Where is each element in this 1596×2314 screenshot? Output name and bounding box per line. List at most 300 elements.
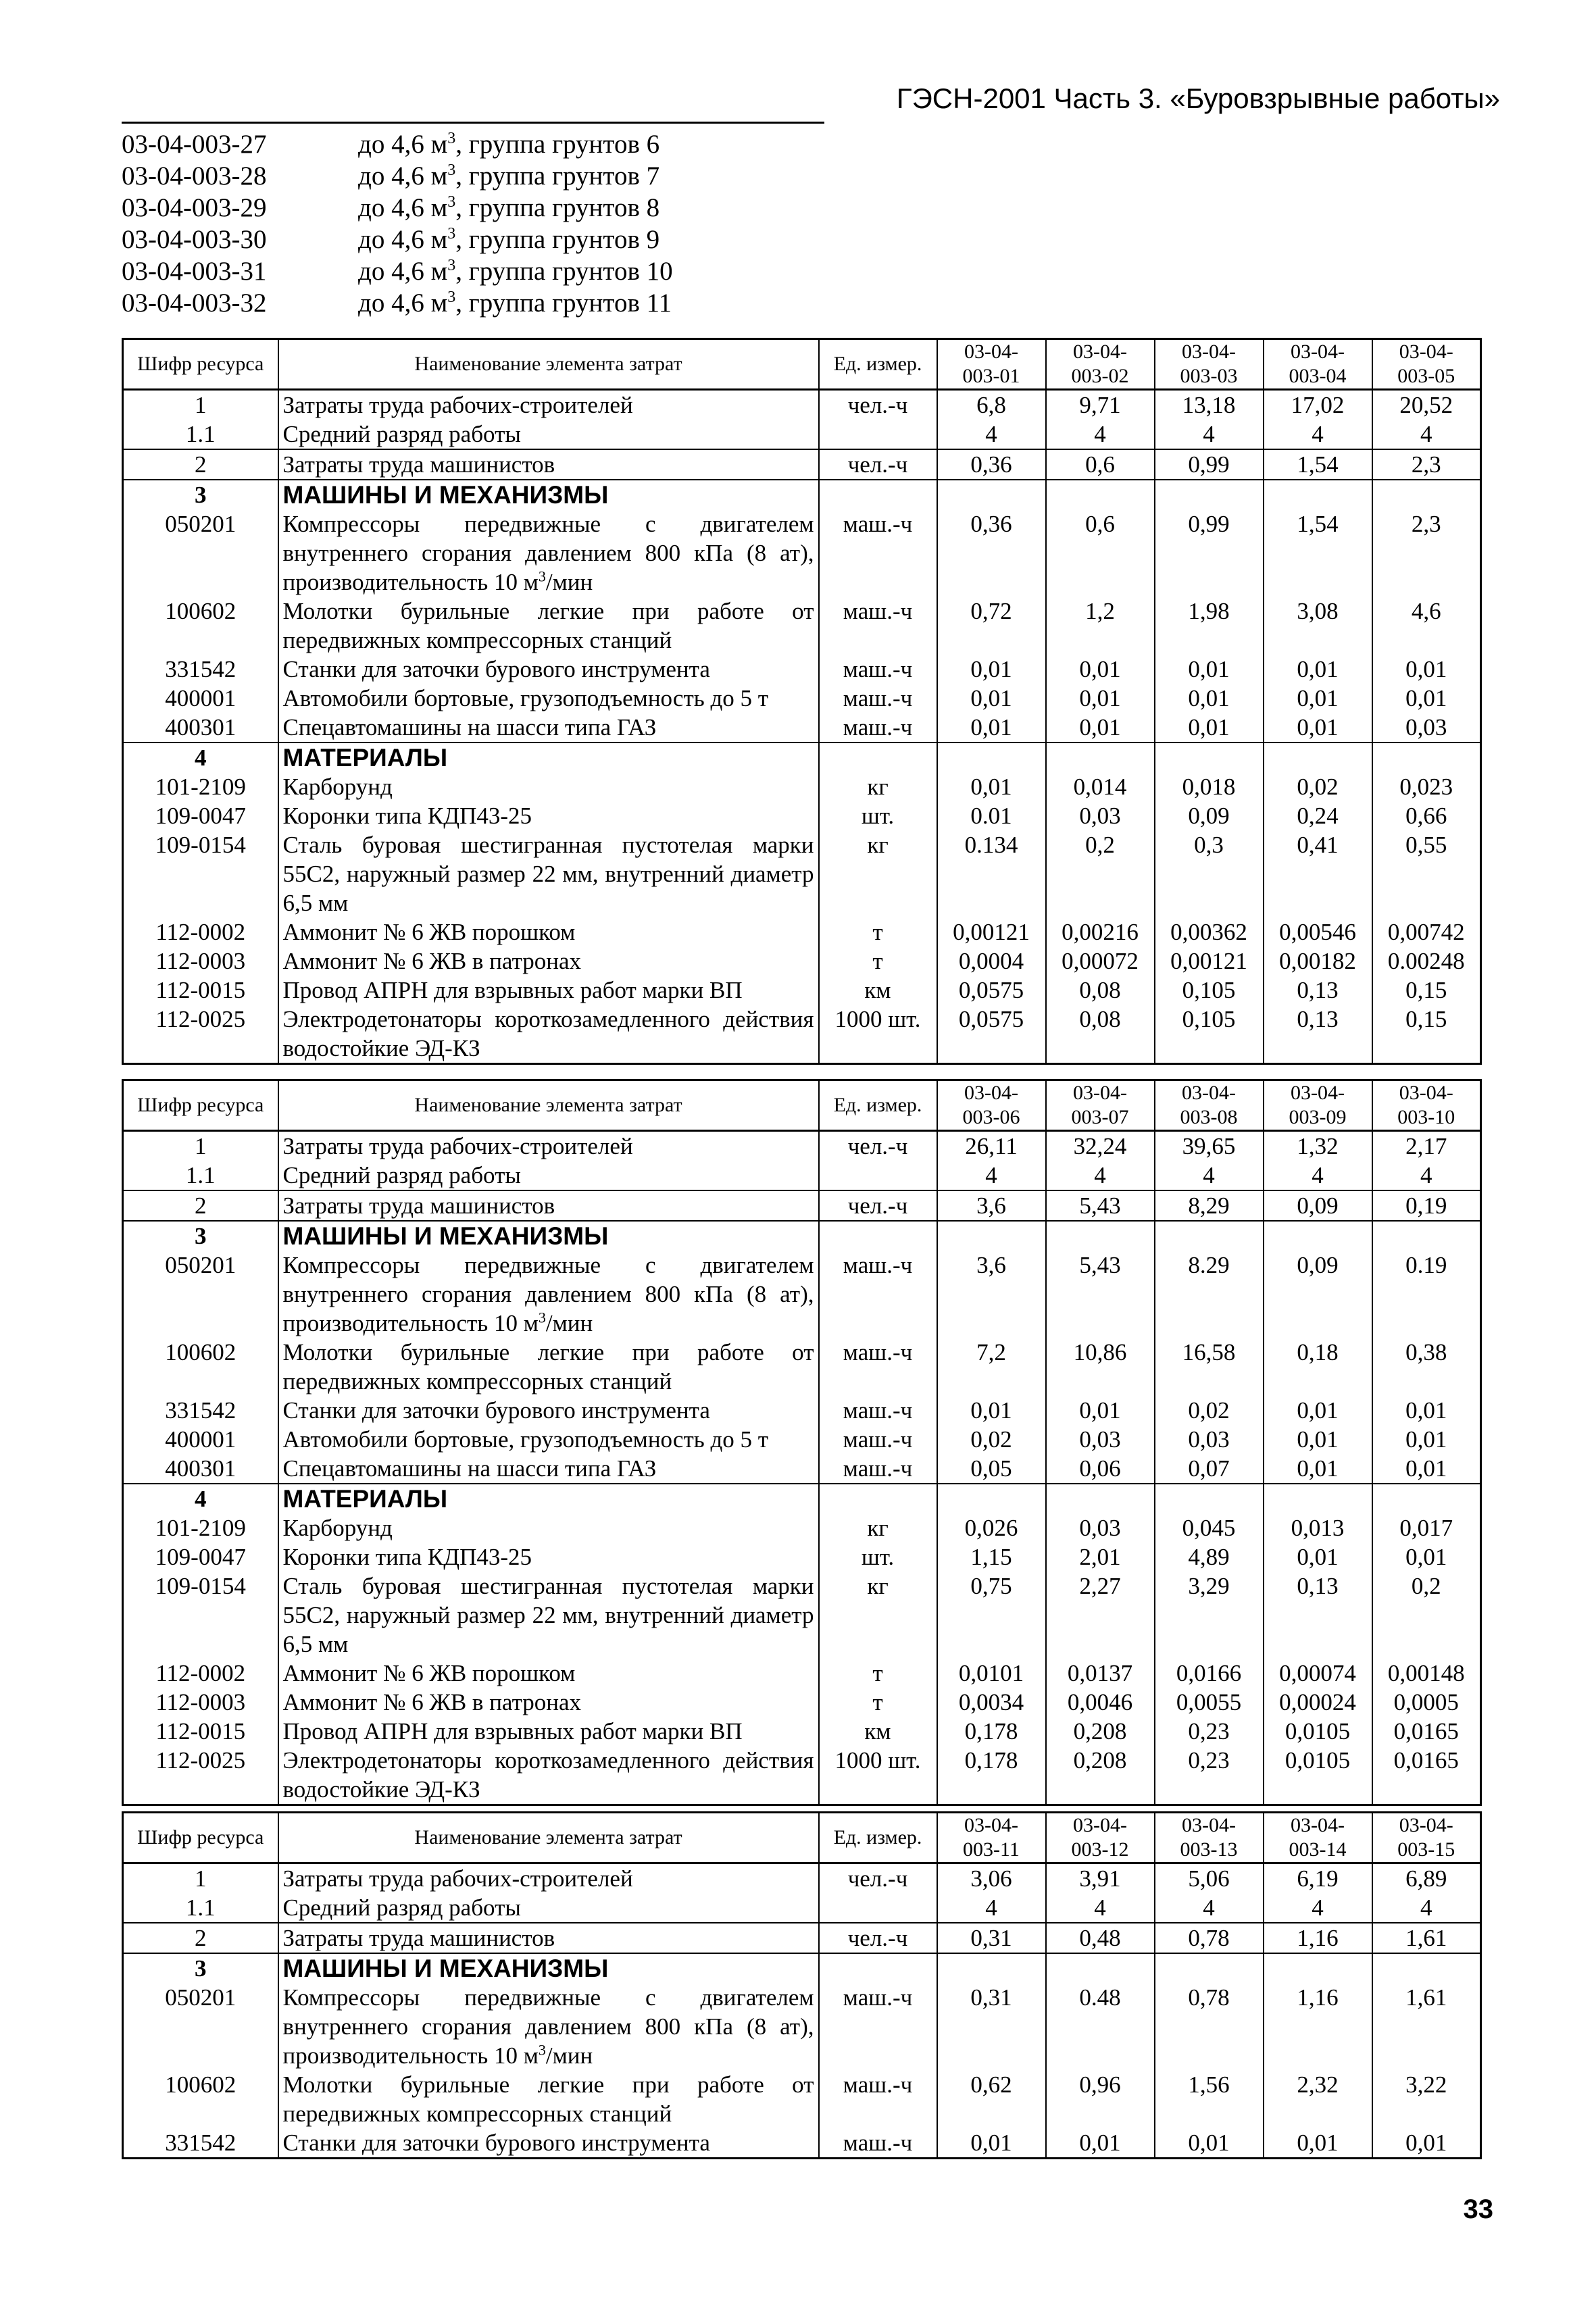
norm-value: 0,00148 [1372,1659,1481,1688]
resource-unit: т [819,947,937,976]
table-row [123,947,1481,976]
resource-unit: маш.-ч [819,655,937,684]
norm-value: 4 [1372,1161,1481,1190]
norm-value: 4 [1155,420,1264,449]
resource-name-text: Молотки бурильные легкие при работе от передвижных компрессорных станций [282,598,814,653]
resource-code: 1 [195,1133,207,1159]
resource-name-text: МАТЕРИАЛЫ [282,744,448,772]
item-description [358,225,659,254]
norm-value: 4,6 [1372,597,1481,655]
norm-value: 4 [1264,1893,1372,1923]
column-header-norm [1372,1080,1481,1131]
norm-value [1155,1484,1264,1513]
norm-code-line-2: 003-03 [1180,365,1238,387]
resource-code: 112-0002 [155,919,246,945]
norm-value: 2,3 [1372,449,1481,480]
norm-value: 0,78 [1155,1923,1264,1953]
norm-value: 0,2 [1372,1571,1481,1659]
norm-value: 0,09 [1155,801,1264,830]
column-header-unit: Ед. измер. [819,1080,937,1131]
column-header-norm [1046,1080,1155,1131]
norm-value: 1,98 [1155,597,1264,655]
column-header-norm [1372,339,1481,390]
norm-code-line-1: 03-04- [1399,1814,1453,1836]
norm-value: 3,29 [1155,1571,1264,1659]
norm-value: 0,31 [937,1983,1046,2070]
norm-value: 0,00742 [1372,917,1481,947]
norm-value: 3,91 [1046,1863,1155,1894]
norm-value: 0,62 [937,2070,1046,2128]
desc-text: до 4,6 м [358,161,448,191]
resource-name-text: Сталь буровая шестигранная пустотелая марки 55С2, наружный размер 22 мм, внутренний диаметр 6,5 мм [282,832,814,916]
norm-value: 0,013 [1264,1513,1372,1542]
norm-value: 6,8 [937,390,1046,420]
norm-value: 0,41 [1264,830,1372,917]
resource-name [278,1251,819,1338]
resource-name [278,976,819,1005]
resource-code: 1 [195,1865,207,1892]
resource-name-text: Провод АПРН для взрывных работ марки ВП [282,977,743,1003]
norm-value: 0,178 [937,1717,1046,1746]
resource-unit: маш.-ч [819,1425,937,1454]
norm-value: 4 [937,1161,1046,1190]
norm-value: 0,01 [1264,1396,1372,1425]
table-row [123,1953,1481,1983]
resource-name-text: Аммонит № 6 ЖВ в патронах [282,1689,582,1715]
norm-value: 0,03 [1155,1425,1264,1454]
norm-value: 0,0165 [1372,1746,1481,1805]
norm-value: 0,00121 [937,917,1046,947]
norm-code-line-1: 03-04- [1073,1082,1127,1104]
norm-value [1155,1221,1264,1251]
resource-code: 100602 [165,1339,236,1365]
norm-value: 0,13 [1264,1005,1372,1064]
norm-value: 0,014 [1046,772,1155,801]
norm-value: 0,03 [1046,801,1155,830]
norm-value [937,743,1046,772]
table-row [123,1659,1481,1688]
resource-unit [819,1484,937,1513]
resource-unit: кг [819,772,937,801]
norm-value: 0,0105 [1264,1746,1372,1805]
norm-value: 1,56 [1155,2070,1264,2128]
resource-name [278,1893,819,1923]
table-row [123,1251,1481,1338]
resource-unit: кг [819,830,937,917]
resource-name-text: Станки для заточки бурового инструмента [282,1397,710,1424]
resource-code: 109-0154 [155,1573,246,1599]
resource-name [278,772,819,801]
norm-value: 0,03 [1372,713,1481,743]
table-row [123,2070,1481,2128]
resource-name-text: Компрессоры передвижные с двигателем внутреннего сгорания давлением 800 кПа (8 ат), производительность 10 м [282,511,814,595]
norm-value: 0,18 [1264,1338,1372,1396]
resource-unit: т [819,1688,937,1717]
table-row [123,1131,1481,1161]
resource-unit: чел.-ч [819,1131,937,1161]
resource-name [278,1542,819,1571]
resource-name-text: Спецавтомашины на шасси типа ГАЗ [282,1455,657,1482]
norm-value: 1,16 [1264,1983,1372,2070]
norm-value: 0,78 [1155,1983,1264,2070]
norm-value: 0,01 [1046,655,1155,684]
norm-value [1372,1953,1481,1983]
norm-value: 2,01 [1046,1542,1155,1571]
resource-name-text: Коронки типа КДП43-25 [282,1544,532,1570]
resource-unit [819,1221,937,1251]
resource-name [278,509,819,597]
resource-name-text: МАШИНЫ И МЕХАНИЗМЫ [282,1955,609,1982]
resource-name [278,420,819,449]
norm-value: 3,08 [1264,597,1372,655]
norm-value: 0,99 [1155,509,1264,597]
resource-code: 050201 [165,1984,236,2011]
resource-code: 1 [195,392,207,418]
item-description [358,130,659,159]
resource-name-tail: /мин [545,2042,593,2069]
resource-name-text: Затраты труда рабочих-строителей [282,1133,633,1159]
resource-name [278,1161,819,1190]
norm-value: 4 [1372,420,1481,449]
resource-unit: км [819,1717,937,1746]
table-row [123,390,1481,420]
table-row [123,1484,1481,1513]
table-row [123,1863,1481,1894]
item-description [358,257,673,286]
resource-code: 112-0015 [155,977,246,1003]
norm-value: 0,178 [937,1746,1046,1805]
norm-value: 0,01 [1155,655,1264,684]
resource-unit [819,1953,937,1983]
resource-code: 101-2109 [155,774,246,800]
norm-value: 0,0101 [937,1659,1046,1688]
norm-value: 0,0034 [937,1688,1046,1717]
header-rule [122,122,824,124]
resource-name [278,1425,819,1454]
norm-value: 0,3 [1155,830,1264,917]
norm-value: 0,15 [1372,1005,1481,1064]
resource-name-text: Средний разряд работы [282,1894,521,1921]
norm-value: 0,2 [1046,830,1155,917]
resource-unit: кг [819,1513,937,1542]
resource-unit [819,743,937,772]
norm-value: 13,18 [1155,390,1264,420]
resource-unit: шт. [819,801,937,830]
norm-value: 2,3 [1372,509,1481,597]
norm-code-line-2: 003-13 [1180,1838,1238,1861]
resource-code: 3 [195,1955,207,1982]
resource-unit [819,420,937,449]
resource-name [278,1571,819,1659]
column-header-norm [1372,1813,1481,1863]
resource-name-text: Автомобили бортовые, грузоподъемность до 5 т [282,1426,769,1453]
norm-value: 0,96 [1046,2070,1155,2128]
item-code: 03-04-003-27 [122,130,267,159]
resource-unit: маш.-ч [819,684,937,713]
norm-value: 20,52 [1372,390,1481,420]
norm-code-line-2: 003-01 [962,365,1020,387]
item-code: 03-04-003-31 [122,257,267,286]
norm-value: 8.29 [1155,1251,1264,1338]
norm-value: 0,01 [1155,684,1264,713]
table-row [123,713,1481,743]
column-header-norm [1046,1813,1155,1863]
norm-value: 0,08 [1046,976,1155,1005]
resource-table-2 [122,1079,1482,1806]
resource-unit [819,1161,937,1190]
norm-value: 0,08 [1046,1005,1155,1064]
norm-value: 1,61 [1372,1983,1481,2070]
resource-name-sup: 3 [538,568,546,585]
resource-code: 2 [123,1190,278,1221]
norm-value [937,1484,1046,1513]
norm-value [1264,480,1372,509]
norm-value: 4 [1372,1893,1481,1923]
resource-code: 400001 [165,685,236,711]
table-row [123,1746,1481,1805]
norm-value: 0,02 [937,1425,1046,1454]
resource-name [278,947,819,976]
norm-value: 1,61 [1372,1923,1481,1953]
norm-value [1372,743,1481,772]
resource-unit: чел.-ч [819,1923,937,1953]
resource-unit: 1000 шт. [819,1005,937,1064]
table-row [123,1454,1481,1484]
resource-name [278,480,819,509]
norm-value: 0,01 [1046,1396,1155,1425]
norm-value: 0,23 [1155,1717,1264,1746]
resource-table-3 [122,1811,1482,2159]
desc-sup: 3 [447,161,456,179]
norm-code-line-1: 03-04- [1399,1082,1453,1104]
resource-unit: т [819,1659,937,1688]
desc-text: до 4,6 м [358,288,448,318]
resource-name [278,1953,819,1983]
table-row [123,976,1481,1005]
norm-value: 2,27 [1046,1571,1155,1659]
norm-value: 0,0105 [1264,1717,1372,1746]
table-row [123,655,1481,684]
norm-value: 4 [937,1893,1046,1923]
resource-unit: маш.-ч [819,2070,937,2128]
norm-value: 1,54 [1264,449,1372,480]
norm-value: 0,0005 [1372,1688,1481,1717]
resource-unit: шт. [819,1542,937,1571]
norm-value [1046,1484,1155,1513]
code-list [122,128,797,319]
norm-value: 6,19 [1264,1863,1372,1894]
resource-code: 100602 [165,598,236,624]
norm-value: 0,24 [1264,801,1372,830]
norm-value: 0,01 [1372,1396,1481,1425]
resource-name-text: Спецавтомашины на шасси типа ГАЗ [282,714,657,740]
resource-name [278,2070,819,2128]
resource-name-text: Станки для заточки бурового инструмента [282,2130,710,2156]
column-header-code: Шифр ресурса [137,1826,264,1848]
table-row [123,1005,1481,1064]
norm-value: 0,09 [1264,1251,1372,1338]
norm-value: 1,54 [1264,509,1372,597]
resource-name [278,830,819,917]
norm-value: 0,00546 [1264,917,1372,947]
table-row [123,509,1481,597]
resource-name [278,1513,819,1542]
norm-value: 0,0055 [1155,1688,1264,1717]
norm-value: 3,06 [937,1863,1046,1894]
norm-code-line-1: 03-04- [964,1814,1018,1836]
resource-code: 2 [123,1923,278,1953]
desc-tail: , группа грунтов 8 [455,193,660,222]
norm-value: 0.01 [937,801,1046,830]
norm-value: 5,43 [1046,1190,1155,1221]
norm-code-line-1: 03-04- [1399,341,1453,363]
resource-name [278,917,819,947]
norm-value: 0,06 [1046,1454,1155,1484]
resource-unit: маш.-ч [819,509,937,597]
norm-code-line-2: 003-11 [963,1838,1020,1861]
table-row [123,684,1481,713]
resource-name [278,1131,819,1161]
resource-name [278,1454,819,1484]
norm-value: 2,32 [1264,2070,1372,2128]
resource-name-text: Карборунд [282,1515,393,1541]
norm-value: 5,06 [1155,1863,1264,1894]
norm-value: 0,6 [1046,509,1155,597]
desc-sup: 3 [447,193,456,211]
resource-code: 112-0002 [155,1660,246,1686]
column-header-norm [937,339,1046,390]
resource-name-text: Затраты труда машинистов [282,1192,555,1219]
norm-value: 0,07 [1155,1454,1264,1484]
column-header-unit: Ед. измер. [819,1813,937,1863]
resource-name [278,713,819,743]
resource-name-text: Электродетонаторы короткозамедленного действия водостойкие ЭД-КЗ [282,1747,814,1803]
resource-code: 1.1 [123,420,278,449]
norm-code-line-1: 03-04- [1291,1814,1345,1836]
norm-value: 0,01 [1372,2128,1481,2159]
norm-value: 10,86 [1046,1338,1155,1396]
resource-code: 112-0015 [155,1718,246,1744]
resource-code: 050201 [165,511,236,537]
desc-sup: 3 [447,130,456,147]
table-row [123,1221,1481,1251]
table-row [123,2128,1481,2159]
norm-value: 0,0137 [1046,1659,1155,1688]
norm-value: 4 [1264,420,1372,449]
table-row [123,1513,1481,1542]
desc-sup: 3 [447,288,456,306]
resource-name [278,801,819,830]
table-row [123,420,1481,449]
norm-value: 0,01 [1046,684,1155,713]
resource-name [278,1396,819,1425]
norm-code-line-1: 03-04- [964,1082,1018,1104]
resource-unit: чел.-ч [819,390,937,420]
norm-code-line-1: 03-04- [1182,1082,1236,1104]
resource-unit: маш.-ч [819,1983,937,2070]
column-header-norm [937,1813,1046,1863]
norm-value: 3,6 [937,1251,1046,1338]
resource-name-text: МАТЕРИАЛЫ [282,1485,448,1513]
table-row [123,1923,1481,1953]
code-list-item [122,255,797,287]
norm-value [1264,1221,1372,1251]
norm-value: 0,018 [1155,772,1264,801]
resource-name-text: Аммонит № 6 ЖВ порошком [282,1660,576,1686]
resource-code: 331542 [165,2130,236,2156]
norm-value: 0,00362 [1155,917,1264,947]
norm-value: 0,01 [1372,1542,1481,1571]
norm-value: 0,13 [1264,1571,1372,1659]
table-row [123,1161,1481,1190]
norm-value: 0.134 [937,830,1046,917]
norm-value [1046,1221,1155,1251]
norm-value: 3,22 [1372,2070,1481,2128]
column-header-code: Шифр ресурса [137,1094,264,1116]
column-header-name: Наименование элемента затрат [278,1080,819,1131]
norm-value: 0,0575 [937,976,1046,1005]
norm-value: 4 [1155,1161,1264,1190]
norm-value: 0,13 [1264,976,1372,1005]
table-row [123,772,1481,801]
norm-value: 0,31 [937,1923,1046,1953]
resource-name-text: Сталь буровая шестигранная пустотелая марки 55С2, наружный размер 22 мм, внутренний диаметр 6,5 мм [282,1573,814,1657]
norm-value: 6,89 [1372,1863,1481,1894]
column-header-norm [1155,1080,1264,1131]
resource-name [278,449,819,480]
norm-value: 0,105 [1155,976,1264,1005]
item-code: 03-04-003-30 [122,225,267,254]
column-header-norm [1264,339,1372,390]
norm-value: 0,01 [1372,1425,1481,1454]
norm-value: 0,00121 [1155,947,1264,976]
norm-value: 5,43 [1046,1251,1155,1338]
resource-name-text: Станки для заточки бурового инструмента [282,656,710,682]
norm-value: 1,15 [937,1542,1046,1571]
column-header-code: Шифр ресурса [137,353,264,375]
resource-name [278,390,819,420]
norm-code-line-2: 003-14 [1289,1838,1347,1861]
table-row [123,917,1481,947]
norm-value: 0,026 [937,1513,1046,1542]
resource-code: 331542 [165,656,236,682]
resource-code: 400001 [165,1426,236,1453]
norm-value [1372,1484,1481,1513]
norm-value: 4 [1155,1893,1264,1923]
resource-code: 112-0025 [155,1006,246,1032]
norm-value: 0,99 [1155,449,1264,480]
desc-text: до 4,6 м [358,130,448,159]
resource-name-text: Молотки бурильные легкие при работе от передвижных компрессорных станций [282,1339,814,1394]
norm-value: 0,72 [937,597,1046,655]
item-description [358,288,672,318]
resource-code: 3 [195,1223,207,1249]
norm-value: 2,17 [1372,1131,1481,1161]
norm-value: 0,01 [1046,2128,1155,2159]
norm-value: 4 [937,420,1046,449]
resource-name [278,743,819,772]
column-header-unit: Ед. измер. [819,339,937,390]
resource-name-text: Затраты труда рабочих-строителей [282,1865,633,1892]
norm-value: 16,58 [1155,1338,1264,1396]
norm-value: 1,32 [1264,1131,1372,1161]
resource-unit [819,1893,937,1923]
norm-code-line-2: 003-07 [1071,1106,1129,1128]
resource-unit: маш.-ч [819,1396,937,1425]
norm-value [1264,743,1372,772]
norm-value [1264,1484,1372,1513]
norm-code-line-2: 003-15 [1397,1838,1455,1861]
